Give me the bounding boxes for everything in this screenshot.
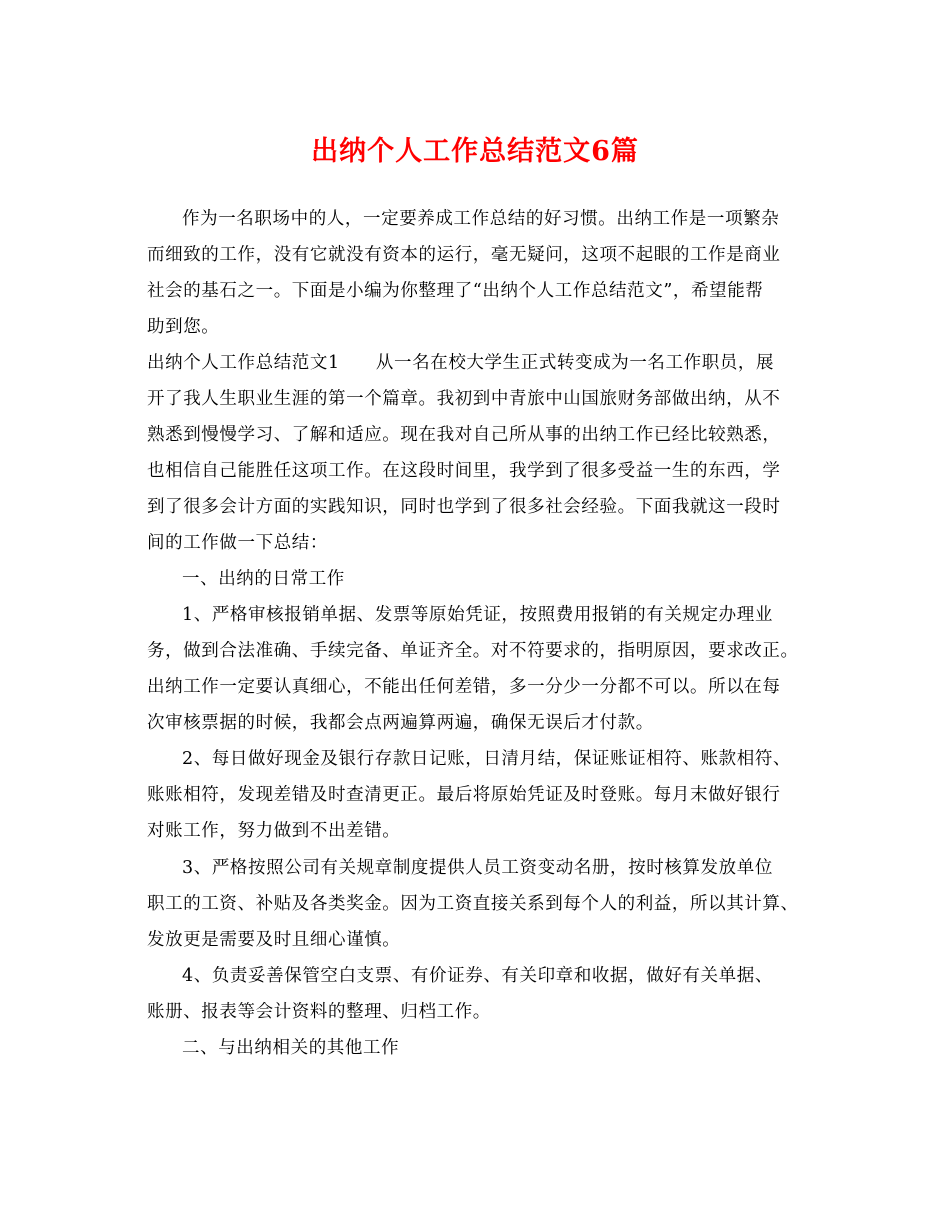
paragraph-line: 社会的基石之一。下面是小编为你整理了“出纳个人工作总结范文”，希望能帮 (147, 281, 764, 301)
paragraph-line: 账账相符，发现差错及时查清更正。最后将原始凭证及时登账。每月末做好银行 (147, 785, 781, 805)
paragraph-line: 2、每日做好现金及银行存款日记账，日清月结，保证账证相符、账款相符、 (182, 749, 792, 769)
paragraph-line: 间的工作做一下总结： (147, 533, 328, 553)
paragraph-line: 作为一名职场中的人，一定要养成工作总结的好习惯。出纳工作是一项繁杂 (182, 209, 780, 229)
paragraph-line: 熟悉到慢慢学习、了解和适应。现在我对自己所从事的出纳工作已经比较熟悉， (147, 425, 781, 445)
paragraph-line: 账册、报表等会计资料的整理、归档工作。 (147, 1002, 491, 1022)
paragraph-line: 职工的工资、补贴及各类奖金。因为工资直接关系到每个人的利益，所以其计算、 (147, 894, 799, 914)
paragraph-line: 对账工作，努力做到不出差错。 (147, 821, 401, 841)
paragraph-line: 次审核票据的时候，我都会点两遍算两遍，确保无误后才付款。 (147, 713, 654, 733)
paragraph-line: 4、负责妥善保管空白支票、有价证券、有关印章和收据，做好有关单据、 (182, 966, 773, 986)
section-heading: 二、与出纳相关的其他工作 (182, 1038, 400, 1058)
paragraph-line: 务，做到合法准确、手续完备、单证齐全。对不符要求的，指明原因，要求改正。 (147, 641, 799, 661)
paragraph-line: 助到您。 (147, 317, 220, 337)
paragraph-line: 3、严格按照公司有关规章制度提供人员工资变动名册，按时核算发放单位 (182, 858, 773, 878)
paragraph-line: 而细致的工作，没有它就没有资本的运行，毫无疑问，这项不起眼的工作是商业 (147, 245, 781, 265)
paragraph-line: 开了我人生职业生涯的第一个篇章。我初到中青旅中山国旅财务部做出纳，从不 (147, 389, 781, 409)
paragraph-line: 到了很多会计方面的实践知识，同时也学到了很多社会经验。下面我就这一段时 (147, 497, 781, 517)
paragraph-line: 1、严格审核报销单据、发票等原始凭证，按照费用报销的有关规定办理业 (182, 605, 773, 625)
document-title: 出纳个人工作总结范文6篇 (311, 136, 639, 167)
section-heading: 一、出纳的日常工作 (182, 569, 345, 589)
paragraph-line: 也相信自己能胜任这项工作。在这段时间里，我学到了很多受益一生的东西，学 (147, 461, 781, 481)
paragraph-line: 发放更是需要及时且细心谨慎。 (147, 930, 401, 950)
paragraph-line: 出纳个人工作总结范文1 从一名在校大学生正式转变成为一名工作职员，展 (147, 353, 775, 373)
paragraph-line: 出纳工作一定要认真细心，不能出任何差错，多一分少一分都不可以。所以在每 (147, 677, 781, 697)
